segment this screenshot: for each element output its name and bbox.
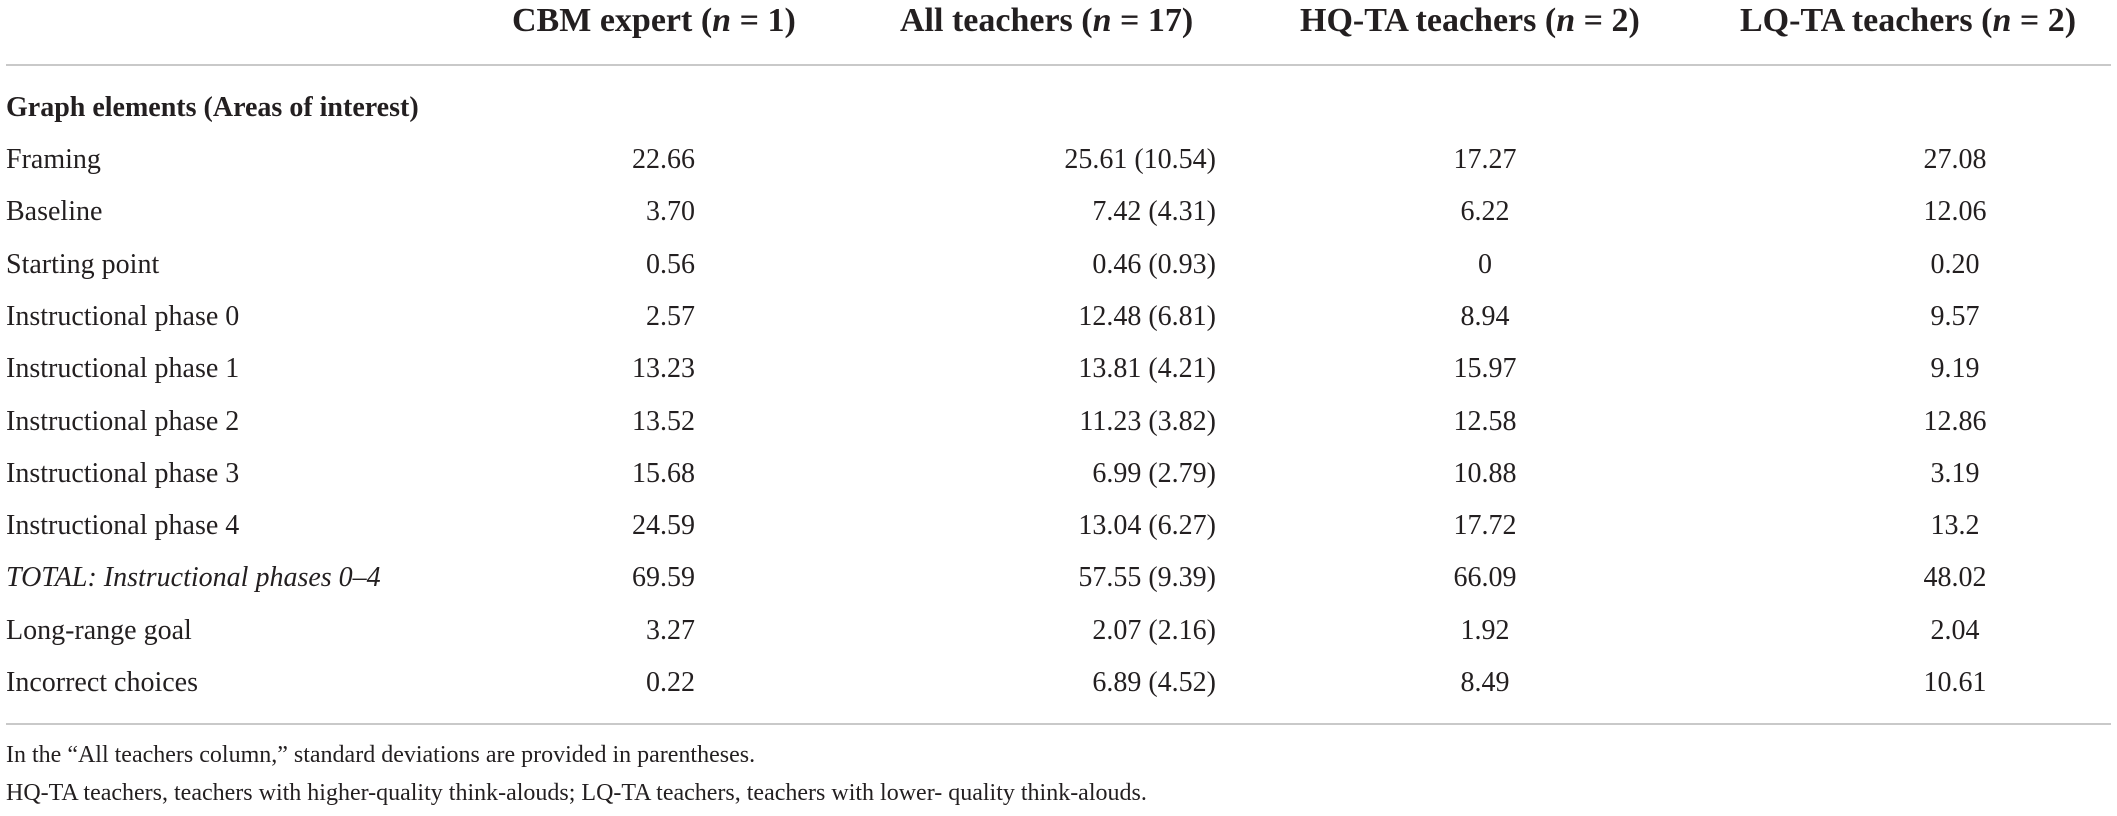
table-row	[0, 500, 2117, 552]
cell-all-teachers: 2.07 (2.16)	[1092, 614, 1216, 646]
header-lq-label: LQ-TA teachers (	[1740, 2, 1993, 39]
cell-cbm-expert: 2.57	[646, 300, 695, 332]
header-cbm-count: = 1)	[731, 2, 796, 39]
cell-hq-ta-teachers: 17.72	[1453, 510, 1517, 542]
cell-lq-ta-teachers: 27.08	[1923, 144, 1987, 175]
row-label: Instructional phase 4	[6, 510, 240, 542]
cell-lq-ta-teachers: 2.04	[1930, 614, 1980, 646]
cell-hq-ta-teachers: 66.09	[1453, 562, 1517, 594]
cell-lq-ta-teachers: 10.61	[1923, 667, 1987, 698]
header-lq-count: = 2)	[2011, 2, 2077, 39]
header-all-n: n	[1092, 2, 1112, 39]
cell-lq-ta-teachers: 9.57	[1930, 300, 1980, 332]
table-note-abbreviations: HQ-TA teachers, teachers with higher-quality think-alouds; LQ-TA teachers, teachers with lower- quality think-alouds.	[6, 780, 1147, 806]
cell-cbm-expert: 3.70	[646, 196, 695, 228]
row-label: Instructional phase 2	[6, 405, 240, 437]
cell-cbm-expert: 13.52	[632, 405, 695, 437]
cell-all-teachers: 7.42 (4.31)	[1092, 196, 1216, 228]
table-row	[0, 343, 2117, 395]
table-row	[0, 134, 2117, 186]
row-label: Framing	[6, 144, 101, 175]
header-all-count: = 17)	[1111, 2, 1194, 39]
cell-cbm-expert: 13.23	[632, 353, 695, 385]
header-cbm-expert	[512, 0, 796, 42]
cell-hq-ta-teachers: 1.92	[1460, 614, 1510, 646]
cell-all-teachers: 11.23 (3.82)	[1079, 405, 1216, 437]
row-label: Starting point	[6, 248, 160, 280]
cell-lq-ta-teachers: 3.19	[1930, 457, 1980, 489]
row-label: Baseline	[6, 196, 103, 228]
cell-lq-ta-teachers: 12.06	[1923, 196, 1987, 228]
cell-all-teachers: 13.81 (4.21)	[1078, 353, 1216, 385]
cell-hq-ta-teachers: 6.22	[1460, 196, 1510, 228]
table-row	[0, 605, 2117, 657]
row-label: Long-range goal	[6, 614, 192, 646]
table-row	[0, 396, 2117, 448]
header-all-teachers	[900, 0, 1193, 42]
cell-lq-ta-teachers: 12.86	[1923, 405, 1987, 437]
cell-hq-ta-teachers: 15.97	[1453, 353, 1517, 385]
header-rule	[6, 64, 2111, 66]
cell-lq-ta-teachers: 0.20	[1930, 248, 1980, 280]
cell-all-teachers: 57.55 (9.39)	[1078, 562, 1216, 594]
cell-hq-ta-teachers: 10.88	[1453, 457, 1517, 489]
table-row	[0, 552, 2117, 604]
cell-all-teachers: 6.99 (2.79)	[1092, 457, 1216, 489]
header-hq-n: n	[1556, 2, 1576, 39]
header-lq-ta-teachers	[1740, 0, 2076, 42]
cell-lq-ta-teachers: 13.2	[1930, 510, 1980, 542]
cell-cbm-expert: 22.66	[632, 144, 695, 175]
header-all-label: All teachers (	[900, 2, 1093, 39]
cell-cbm-expert: 24.59	[632, 510, 695, 542]
row-label: TOTAL: Instructional phases 0–4	[6, 562, 381, 594]
section-title: Graph elements (Areas of interest)	[6, 92, 419, 123]
cell-hq-ta-teachers: 0	[1478, 248, 1492, 280]
header-hq-count: = 2)	[1575, 2, 1640, 39]
table-note-sd: In the “All teachers column,” standard deviations are provided in parentheses.	[6, 742, 756, 768]
row-label: Incorrect choices	[6, 667, 198, 698]
row-label: Instructional phase 0	[6, 300, 240, 332]
bottom-rule	[6, 723, 2111, 725]
table-row	[0, 657, 2117, 709]
header-hq-label: HQ-TA teachers (	[1300, 2, 1557, 39]
cell-cbm-expert: 0.56	[646, 248, 695, 280]
header-cbm-n: n	[712, 2, 732, 39]
cell-hq-ta-teachers: 17.27	[1453, 144, 1517, 175]
table-row	[0, 186, 2117, 238]
cell-all-teachers: 12.48 (6.81)	[1078, 300, 1216, 332]
row-label: Instructional phase 3	[6, 457, 240, 489]
cell-all-teachers: 13.04 (6.27)	[1078, 510, 1216, 542]
cell-all-teachers: 25.61 (10.54)	[1064, 144, 1216, 175]
cell-all-teachers: 6.89 (4.52)	[1092, 667, 1216, 698]
cell-cbm-expert: 15.68	[632, 457, 695, 489]
cell-cbm-expert: 69.59	[632, 562, 695, 594]
cell-all-teachers: 0.46 (0.93)	[1092, 248, 1216, 280]
cell-hq-ta-teachers: 12.58	[1453, 405, 1517, 437]
header-lq-n: n	[1992, 2, 2012, 39]
table-row	[0, 448, 2117, 500]
table-row	[0, 291, 2117, 343]
cell-cbm-expert: 3.27	[646, 614, 695, 646]
cell-cbm-expert: 0.22	[646, 667, 695, 698]
cell-lq-ta-teachers: 9.19	[1930, 353, 1980, 385]
header-cbm-label: CBM expert (	[512, 2, 713, 39]
row-label: Instructional phase 1	[6, 353, 240, 385]
cell-lq-ta-teachers: 48.02	[1923, 562, 1987, 594]
table-row	[0, 239, 2117, 291]
cell-hq-ta-teachers: 8.94	[1460, 300, 1510, 332]
header-hq-ta-teachers	[1300, 0, 1640, 42]
cell-hq-ta-teachers: 8.49	[1460, 667, 1510, 698]
